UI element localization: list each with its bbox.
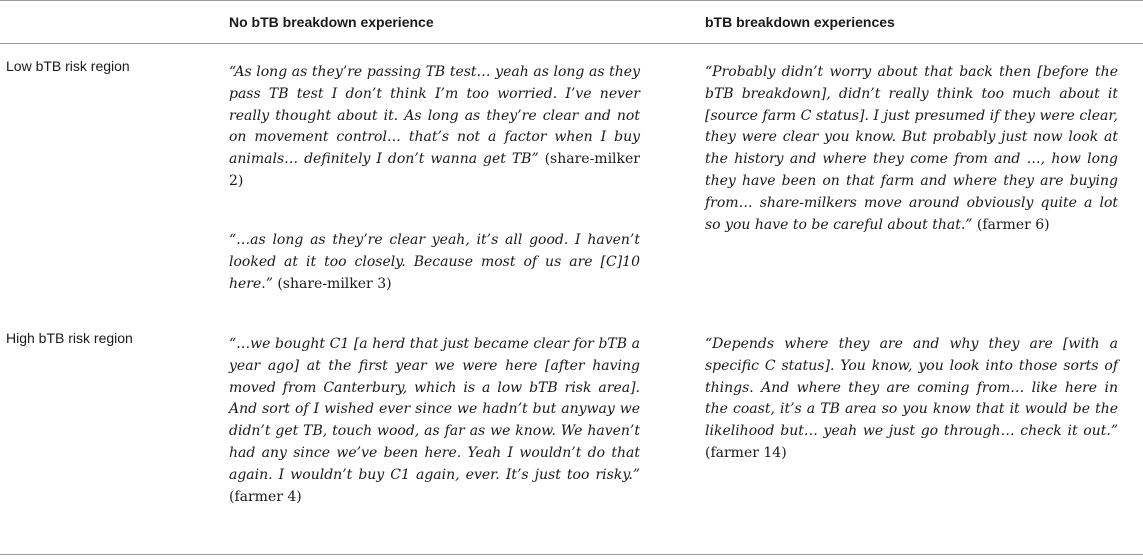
row-label-high-risk: High bTB risk region bbox=[6, 330, 133, 346]
row-label-low-risk: Low bTB risk region bbox=[6, 58, 130, 74]
quote-low-breakdown-1 bbox=[705, 62, 1118, 236]
quote-source: (farmer 14) bbox=[705, 444, 787, 461]
quote-text: “Probably didn’t worry about that back then [before the bTB breakdown], didn’t really think too much about it [source farm C status]. I just presumed if they were clear, they were clear you know. But probably just now look at the history and where they come from and …, how long they have been on that farm and where they are buying from… share-milkers move around obviously quite a lot so you have to be careful about that.” bbox=[705, 64, 1118, 233]
quote-source: (farmer 4) bbox=[229, 488, 302, 505]
table-top-rule bbox=[0, 0, 1143, 1]
quote-high-breakdown-1 bbox=[705, 334, 1118, 465]
quote-source: (farmer 6) bbox=[972, 216, 1050, 233]
quote-text: “…we bought C1 [a herd that just became clear for bTB a year ago] at the first year we were here [after having moved from Canterbury, which is a low bTB risk area]. And sort of I wished ever since we hadn’t but anyway we didn’t get TB, touch wood, as far as we know. We haven’t had any since we’ve been here. Yeah I wouldn’t do that again. I wouldn’t buy C1 again, ever. It’s just too risky.” bbox=[229, 336, 640, 483]
header-breakdown: bTB breakdown experiences bbox=[705, 14, 895, 30]
header-no-breakdown: No bTB breakdown experience bbox=[229, 14, 434, 30]
quote-low-no-breakdown-2 bbox=[229, 230, 640, 295]
table-bottom-rule bbox=[0, 554, 1143, 555]
quote-high-no-breakdown-1 bbox=[229, 334, 640, 508]
quote-source: (share-milker 3) bbox=[272, 275, 392, 292]
quote-text: “…as long as they’re clear yeah, it’s all good. I haven’t looked at it too closely. Because most of us are [C]10 here.” bbox=[229, 232, 640, 292]
quote-low-no-breakdown-1 bbox=[229, 62, 640, 193]
header-rule bbox=[0, 43, 1143, 44]
quote-source: (share-milker 2) bbox=[229, 151, 640, 189]
quote-text: “Depends where they are and why they are [with a specific C status]. You know, you look into those sorts of things. And where they are coming from… like here in the coast, it’s a TB area so you know that it would be the likelihood but… yeah we just go through… check it out.” bbox=[705, 336, 1118, 440]
quote-text: “As long as they’re passing TB test… yeah as long as they pass TB test I don’t think I’m too worried. I’ve never really thought about it. As long as they’re clear and not on movement control… that’s not a factor when I buy animals… definitely I don’t wanna get TB” bbox=[229, 64, 640, 168]
